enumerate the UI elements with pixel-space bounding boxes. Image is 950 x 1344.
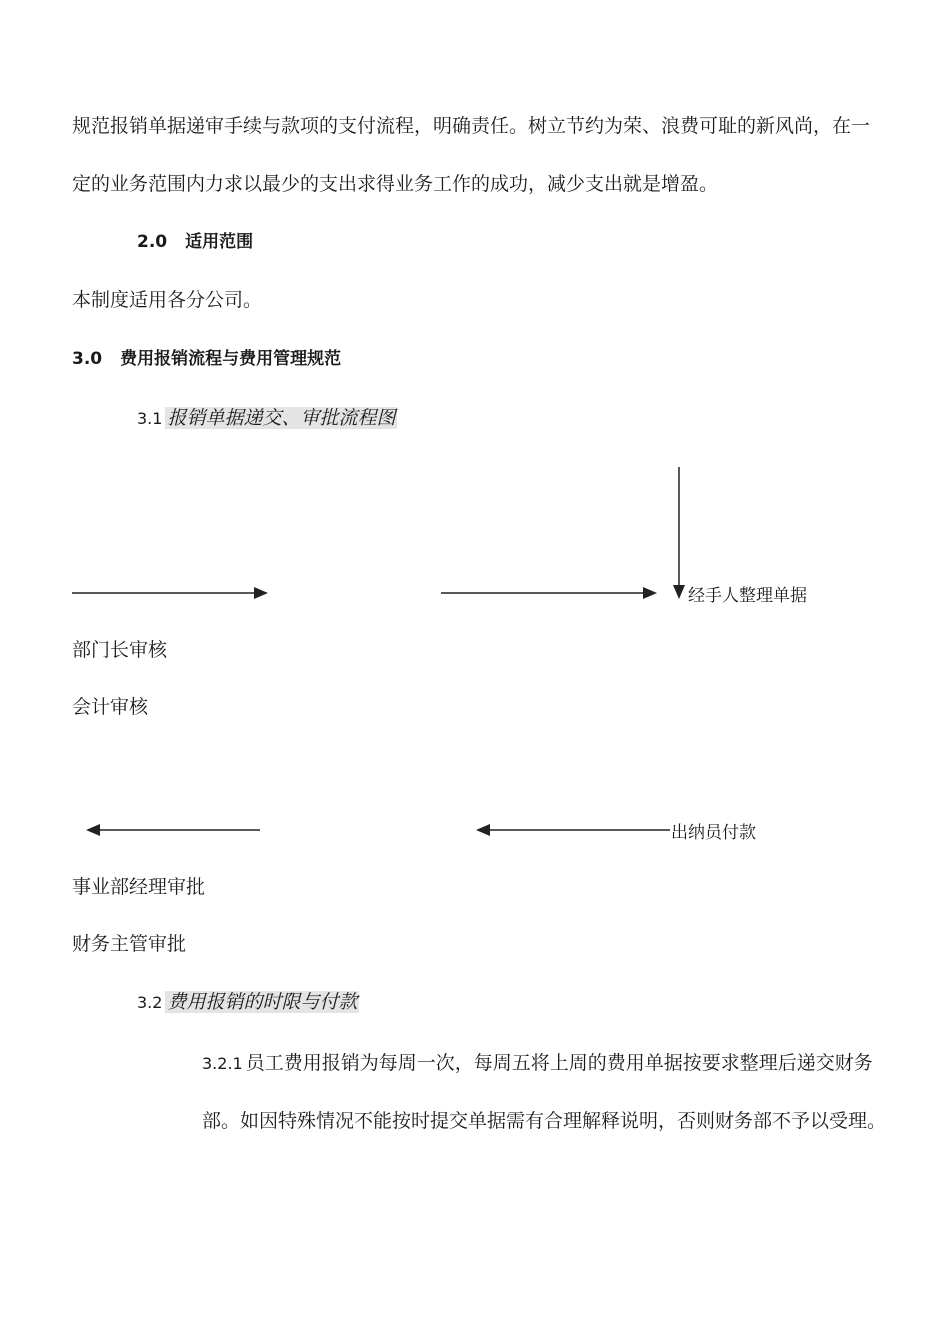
item-3-2-1-line-1 xyxy=(202,1051,873,1076)
arrow-down-icon xyxy=(670,467,690,601)
item-3-2-1-text-1: 员工费用报销为每周一次，每周五将上周的费用单据按要求整理后递交财务 xyxy=(245,1052,873,1074)
section-2-body: 本制度适用各分公司。 xyxy=(72,289,263,311)
section-3-number: 3.0 xyxy=(72,349,103,369)
item-3-2-1-line-2: 部。如因特殊情况不能按时提交单据需有合理解释说明，否则财务部不予以受理。 xyxy=(202,1110,887,1132)
subsection-3-1-number: 3.1 xyxy=(137,409,163,428)
subsection-3-1-heading xyxy=(137,406,397,431)
section-2-number: 2.0 xyxy=(137,232,168,252)
intro-line-2: 定的业务范围内力求以最少的支出求得业务工作的成功，减少支出就是增盈。 xyxy=(72,173,719,195)
arrow-right-icon xyxy=(72,585,270,601)
flow-step-cashier: 出纳员付款 xyxy=(671,823,756,843)
flow-step-finance-supervisor: 财务主管审批 xyxy=(72,933,187,955)
section-2-heading xyxy=(137,230,253,254)
flow-step-accountant: 会计审核 xyxy=(72,696,149,718)
flow-step-dept-head: 部门长审核 xyxy=(72,639,168,661)
arrow-left-icon xyxy=(476,822,672,838)
subsection-3-2-title: 费用报销的时限与付款 xyxy=(167,991,358,1013)
arrow-right-icon xyxy=(441,585,659,601)
arrow-left-icon xyxy=(86,822,262,838)
subsection-3-2-heading xyxy=(137,990,359,1015)
section-3-title: 费用报销流程与费用管理规范 xyxy=(120,349,342,369)
item-3-2-1-number: 3.2.1 xyxy=(202,1054,243,1073)
section-2-title: 适用范围 xyxy=(185,232,254,252)
subsection-3-2-number: 3.2 xyxy=(137,993,163,1012)
section-3-heading xyxy=(72,347,341,371)
flow-step-organize: 经手人整理单据 xyxy=(688,586,807,606)
intro-line-1: 规范报销单据递审手续与款项的支付流程，明确责任。树立节约为荣、浪费可耻的新风尚，在一 xyxy=(72,115,871,137)
flow-step-division-manager: 事业部经理审批 xyxy=(72,876,206,898)
subsection-3-1-title: 报销单据递交、审批流程图 xyxy=(167,407,396,429)
